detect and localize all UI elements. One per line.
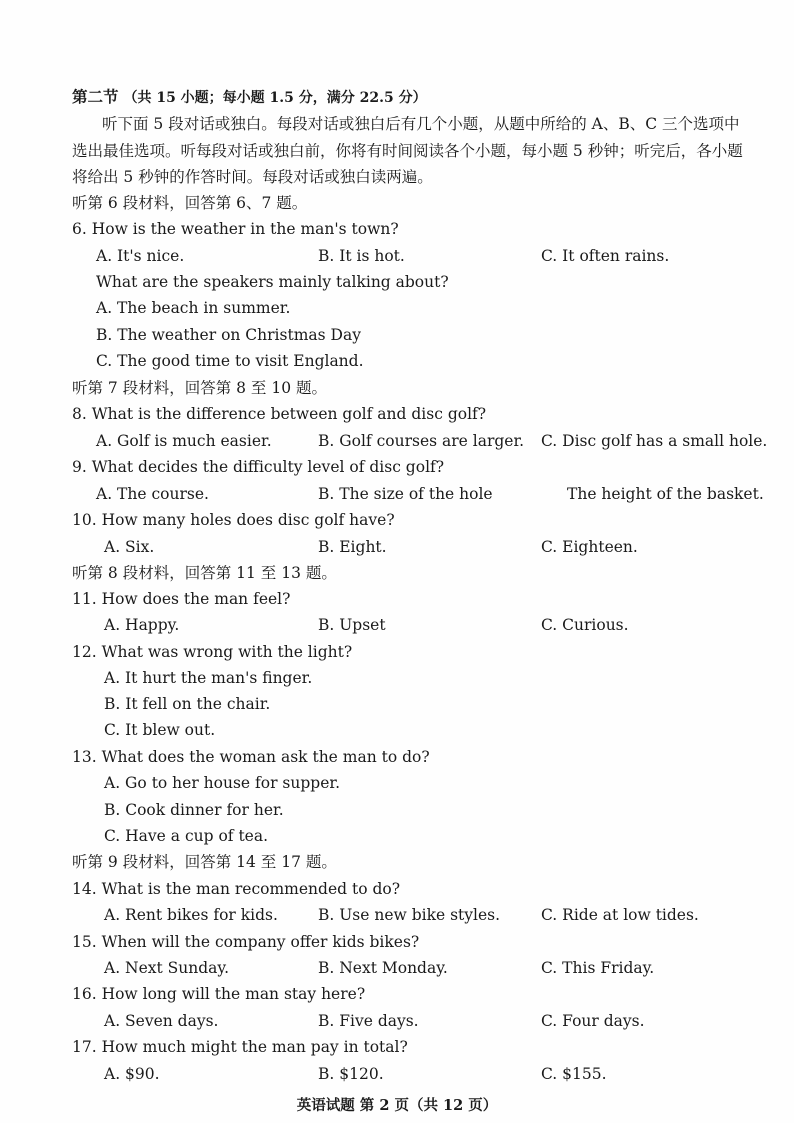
page-footer: 英语试题 第 2 页（共 12 页）	[296, 1097, 498, 1114]
question-9-option-a: A. The course.	[96, 485, 209, 503]
question-11-option-a: A. Happy.	[104, 616, 180, 634]
question-13-option-a: A. Go to her house for supper.	[104, 774, 341, 792]
question-17-option-a: A. $90.	[104, 1065, 160, 1083]
question-8-option-b: B. Golf courses are larger.	[318, 432, 525, 450]
group-intro-9: 听第 9 段材料，回答第 14 至 17 题。	[72, 853, 337, 871]
question-17-option-b: B. $120.	[318, 1065, 384, 1083]
question-9-option-c: The height of the basket.	[567, 485, 764, 503]
question-10-stem: 10. How many holes does disc golf have?	[72, 511, 395, 529]
question-7-option-b: B. The weather on Christmas Day	[96, 326, 361, 344]
question-8-option-a: A. Golf is much easier.	[96, 432, 272, 450]
group-intro-8: 听第 8 段材料，回答第 11 至 13 题。	[72, 564, 337, 582]
question-6-stem: 6. How is the weather in the man's town?	[72, 220, 399, 238]
instruction-line-2: 选出最佳选项。听每段对话或独白前，你将有时间阅读各个小题，每小题 5 秒钟；听完后，各小题	[72, 142, 743, 160]
question-14-option-a: A. Rent bikes for kids.	[104, 906, 278, 924]
question-10-option-b: B. Eight.	[318, 538, 387, 556]
question-11-option-b: B. Upset	[318, 616, 386, 634]
question-16-option-c: C. Four days.	[541, 1012, 645, 1030]
group-intro-6: 听第 6 段材料，回答第 6、7 题。	[72, 194, 308, 212]
question-12-option-b: B. It fell on the chair.	[104, 695, 271, 713]
question-12-option-a: A. It hurt the man's finger.	[104, 669, 313, 687]
question-15-option-b: B. Next Monday.	[318, 959, 448, 977]
group-intro-7: 听第 7 段材料，回答第 8 至 10 题。	[72, 379, 328, 397]
section-heading-label: 第二节	[72, 87, 119, 106]
question-6-option-b: B. It is hot.	[318, 247, 405, 265]
section-heading-detail: （共 15 小题；每小题 1.5 分，满分 22.5 分）	[123, 90, 427, 106]
question-17-stem: 17. How much might the man pay in total?	[72, 1038, 408, 1056]
instruction-line-1: 听下面 5 段对话或独白。每段对话或独白后有几个小题，从题中所给的 A、B、C 三个选项中	[102, 115, 740, 133]
question-10-option-c: C. Eighteen.	[541, 538, 638, 556]
question-10-option-a: A. Six.	[104, 538, 155, 556]
section-heading	[72, 87, 427, 108]
question-13-option-c: C. Have a cup of tea.	[104, 827, 269, 845]
question-15-option-c: C. This Friday.	[541, 959, 655, 977]
question-7-option-c: C. The good time to visit England.	[96, 352, 364, 370]
question-14-option-c: C. Ride at low tides.	[541, 906, 699, 924]
question-9-stem: 9. What decides the difficulty level of disc golf?	[72, 458, 445, 476]
question-17-option-c: C. $155.	[541, 1065, 607, 1083]
question-8-option-c: C. Disc golf has a small hole.	[541, 432, 768, 450]
question-16-option-b: B. Five days.	[318, 1012, 419, 1030]
question-15-option-a: A. Next Sunday.	[104, 959, 230, 977]
question-7-stem: What are the speakers mainly talking about?	[96, 273, 449, 291]
question-8-stem: 8. What is the difference between golf and disc golf?	[72, 405, 487, 423]
question-7-option-a: A. The beach in summer.	[96, 299, 291, 317]
question-15-stem: 15. When will the company offer kids bikes?	[72, 933, 420, 951]
question-14-option-b: B. Use new bike styles.	[318, 906, 501, 924]
question-16-option-a: A. Seven days.	[104, 1012, 219, 1030]
question-6-option-c: C. It often rains.	[541, 247, 670, 265]
question-14-stem: 14. What is the man recommended to do?	[72, 880, 401, 898]
question-13-option-b: B. Cook dinner for her.	[104, 801, 284, 819]
question-16-stem: 16. How long will the man stay here?	[72, 985, 366, 1003]
question-6-option-a: A. It's nice.	[96, 247, 185, 265]
question-12-stem: 12. What was wrong with the light?	[72, 643, 353, 661]
question-13-stem: 13. What does the woman ask the man to do?	[72, 748, 430, 766]
question-11-stem: 11. How does the man feel?	[72, 590, 291, 608]
instruction-line-3: 将给出 5 秒钟的作答时间。每段对话或独白读两遍。	[72, 168, 433, 186]
question-12-option-c: C. It blew out.	[104, 721, 216, 739]
question-9-option-b: B. The size of the hole	[318, 485, 493, 503]
question-11-option-c: C. Curious.	[541, 616, 629, 634]
